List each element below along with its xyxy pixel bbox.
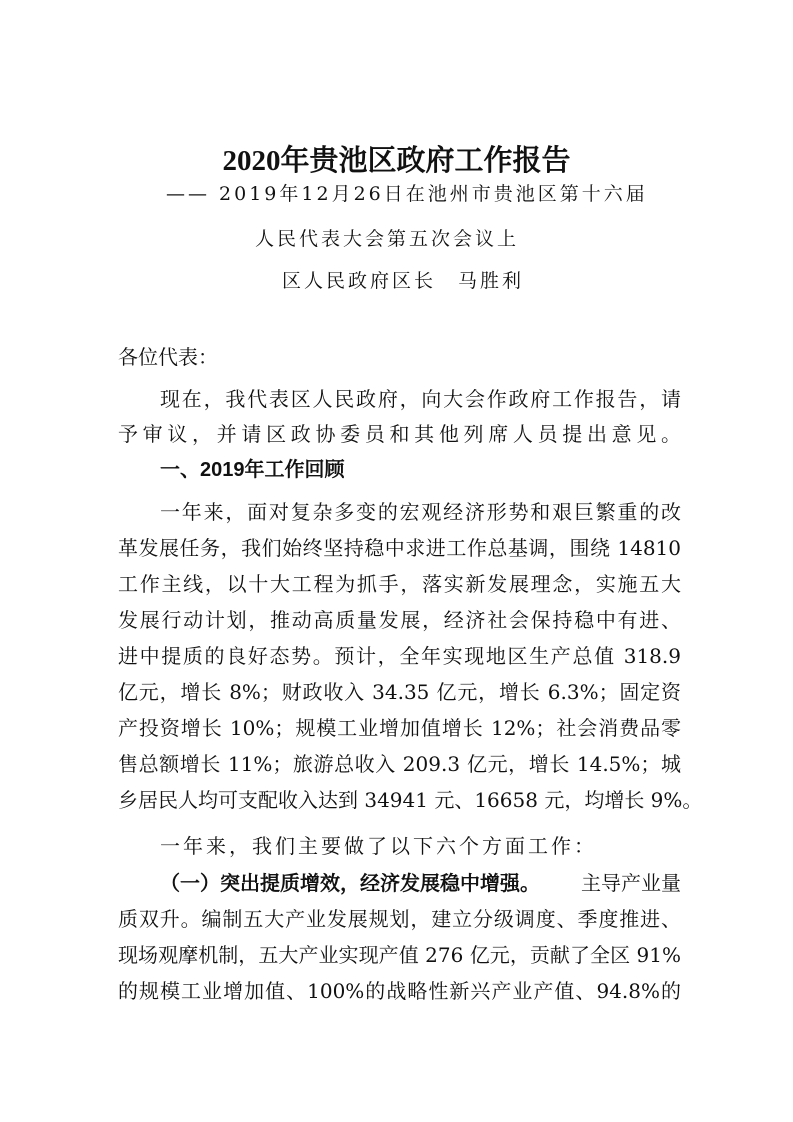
- salutation: 各位代表：: [118, 345, 218, 369]
- intro-line: 现在，我代表区人民政府，向大会作政府工作报告，请: [160, 387, 681, 411]
- paragraph-line: 亿元，增长 8%；财政收入 34.35 亿元，增长 6.3%；固定资: [118, 680, 681, 704]
- section-heading: 一、2019年工作回顾: [160, 459, 345, 481]
- subsection-heading: （一）突出提质增效，经济发展稳中增强。: [160, 871, 540, 895]
- paragraph-line: 一年来，面对复杂多变的宏观经济形势和艰巨繁重的改: [160, 500, 681, 524]
- paragraph-line: 现场观摩机制，五大产业实现产值 276 亿元，贡献了全区 91%: [118, 943, 681, 967]
- paragraph-line: 一年来，我们主要做了以下六个方面工作：: [160, 834, 597, 858]
- paragraph-line: 产投资增长 10%；规模工业增加值增长 12%；社会消费品零: [118, 716, 681, 740]
- paragraph-text: 主导产业量: [581, 871, 681, 895]
- document-title: 2020年贵池区政府工作报告: [222, 145, 571, 177]
- paragraph-line: 发展行动计划，推动高质量发展，经济社会保持稳中有进、: [118, 608, 681, 632]
- subtitle-line-3: 区人民政府区长 马胜利: [282, 270, 525, 292]
- paragraph-line: 乡居民人均可支配收入达到 34941 元、16658 元，均增长 9%。: [118, 788, 703, 812]
- paragraph-line: 进中提质的良好态势。预计，全年实现地区生产总值 318.9: [118, 644, 681, 668]
- paragraph-line: 革发展任务，我们始终坚持稳中求进工作总基调，围绕 14810: [118, 536, 681, 560]
- subtitle-line-1: —— 2019年12月26日在池州市贵池区第十六届: [166, 183, 648, 205]
- paragraph-line: [118, 870, 681, 896]
- paragraph-line: 售总额增长 11%；旅游总收入 209.3 亿元，增长 14.5%；城: [118, 752, 681, 776]
- intro-line: 予审议，并请区政协委员和其他列席人员提出意见。: [118, 422, 681, 446]
- paragraph-line: 质双升。编制五大产业发展规划，建立分级调度、季度推进、: [118, 907, 681, 931]
- paragraph-line: 工作主线，以十大工程为抓手，落实新发展理念，实施五大: [118, 572, 681, 596]
- paragraph-line: 的规模工业增加值、100%的战略性新兴产业产值、94.8%的: [118, 979, 681, 1003]
- subtitle-line-2: 人民代表大会第五次会议上: [255, 228, 520, 250]
